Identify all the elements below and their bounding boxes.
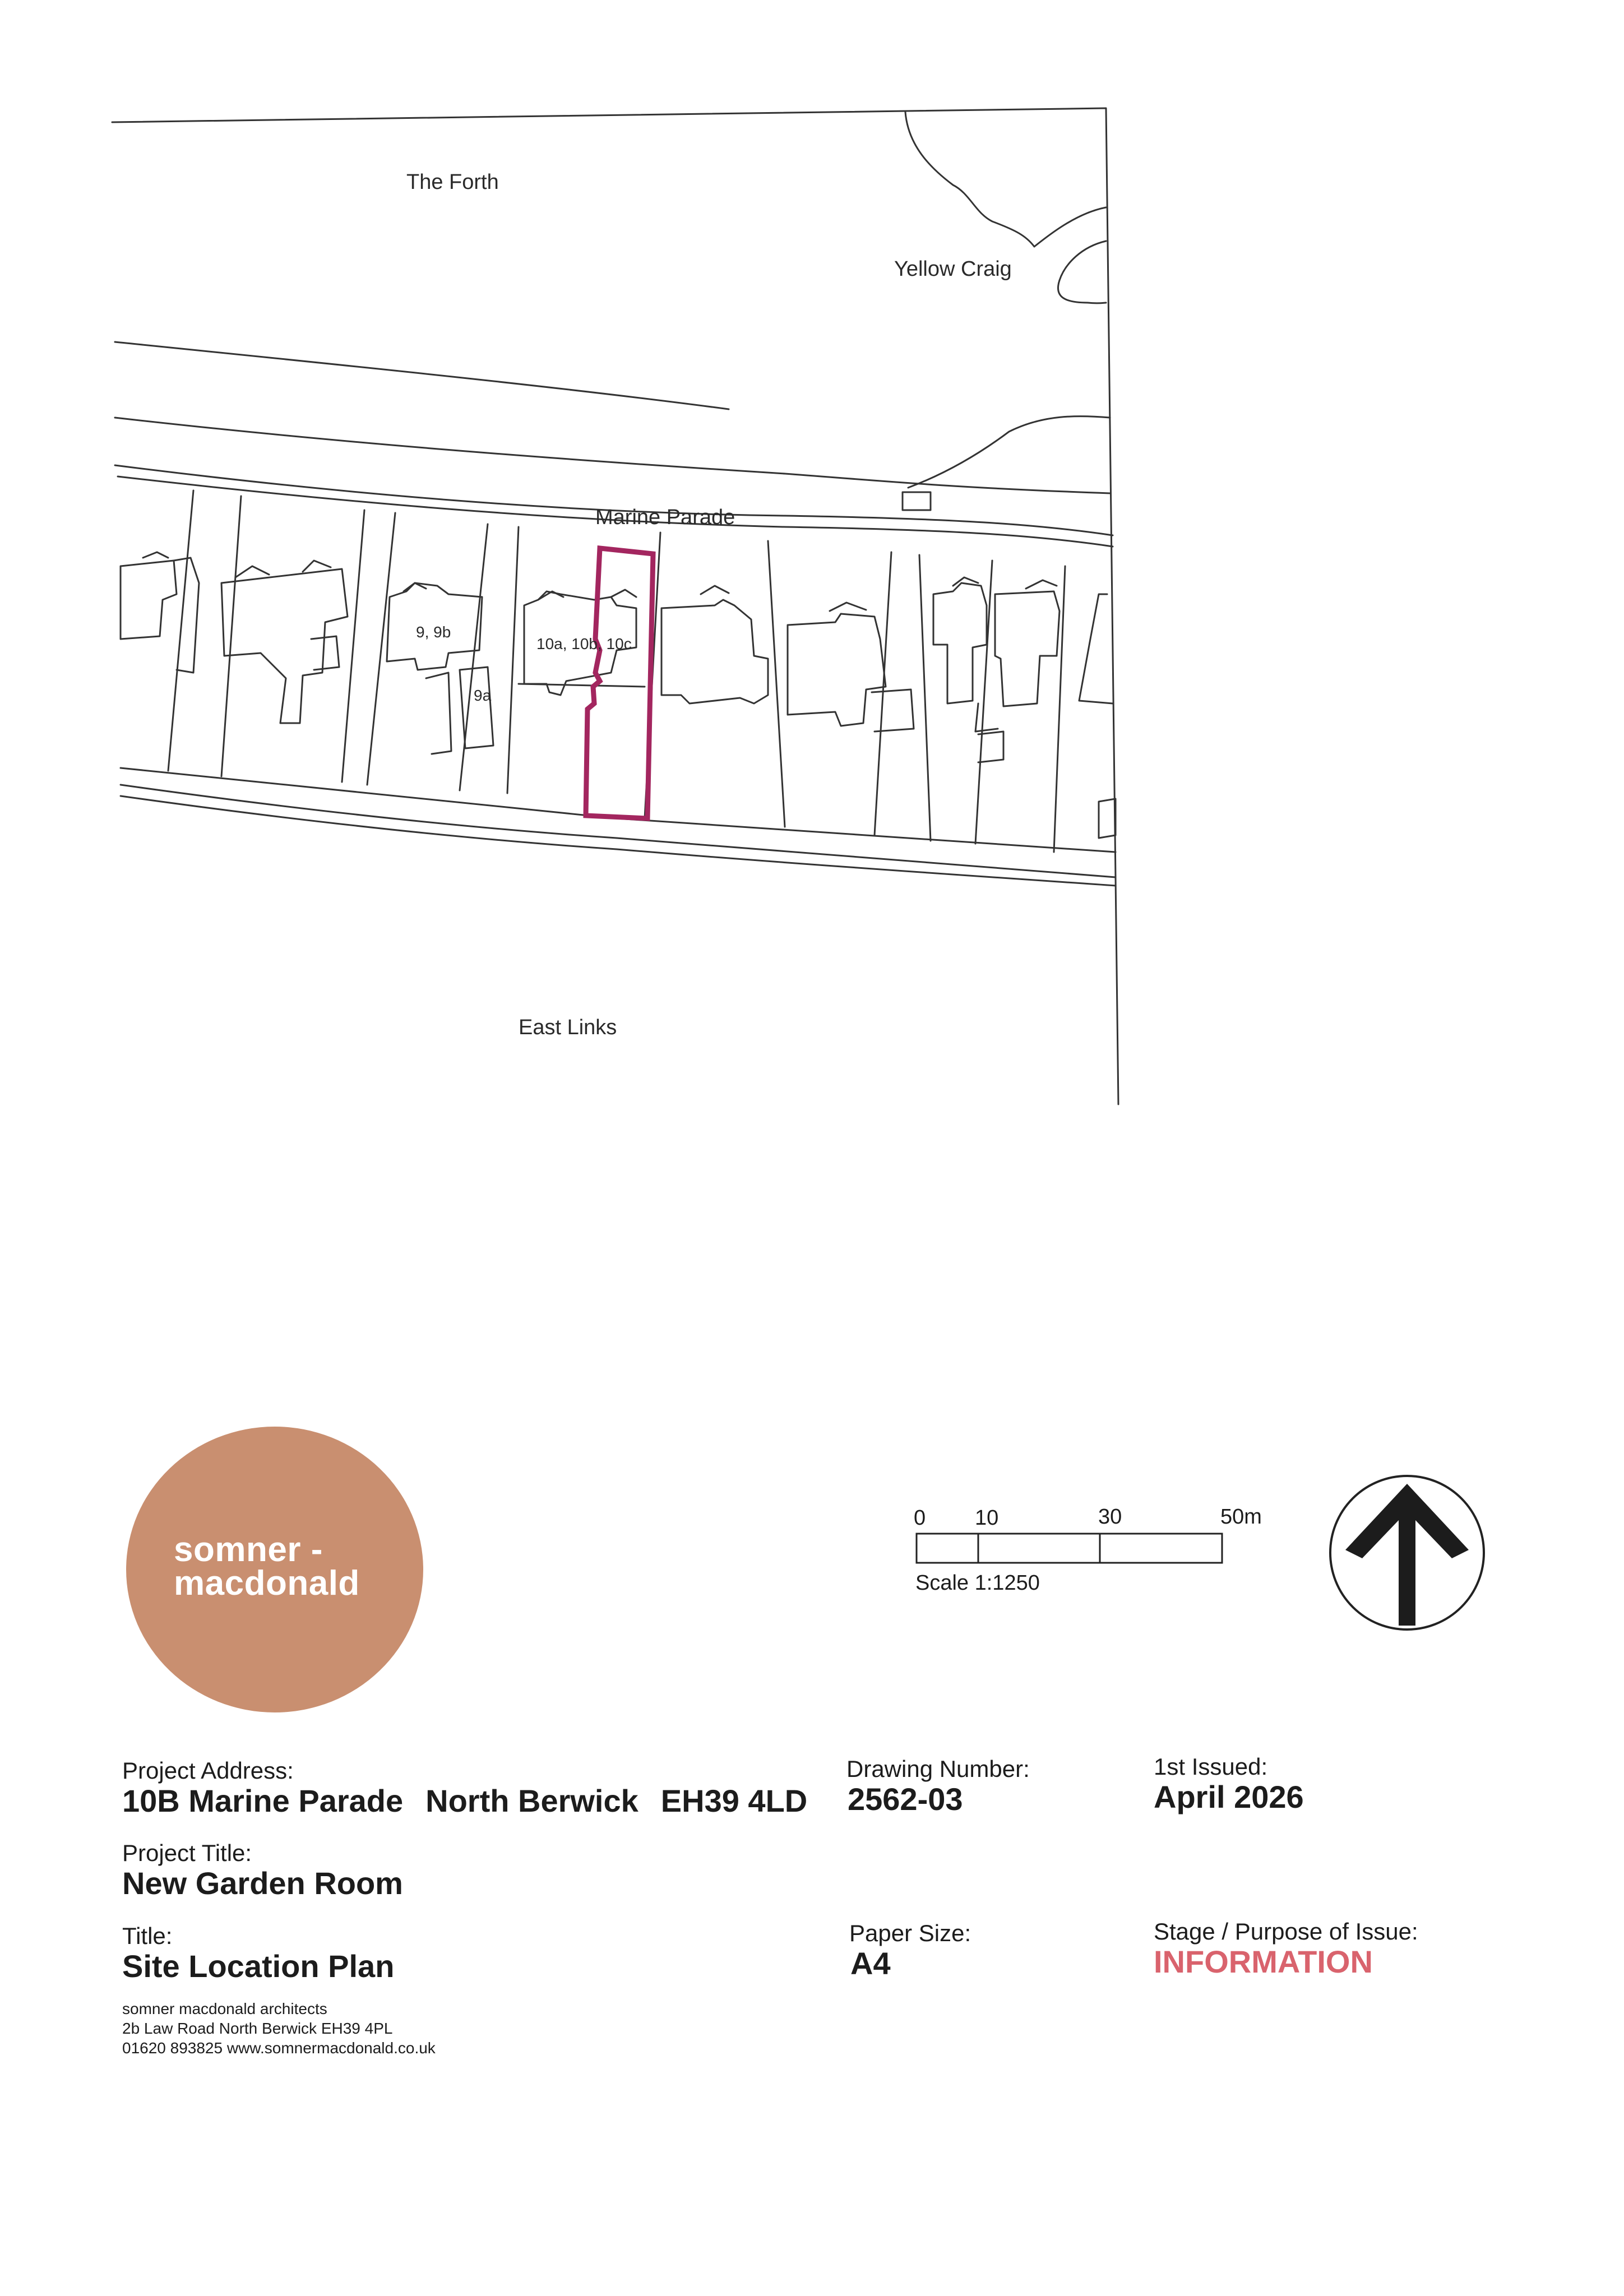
beach-line <box>115 342 729 409</box>
scale-tick-0: 0 <box>914 1506 926 1530</box>
map-label-plot-10: 10a, 10b, 10c <box>536 635 632 652</box>
scale-tick-30: 30 <box>1098 1505 1122 1529</box>
firm-address: 2b Law Road North Berwick EH39 4PL <box>122 2020 393 2037</box>
lane-north-edge <box>121 768 1116 852</box>
north-arrow-icon <box>1326 1471 1488 1634</box>
drawing-title-label: Title: <box>122 1923 173 1949</box>
drawing-number: 2562-03 <box>848 1781 963 1817</box>
first-issued-date: April 2026 <box>1154 1779 1304 1814</box>
lane-south-edge-2 <box>121 796 1116 886</box>
lane-south-edge <box>121 785 1116 877</box>
project-title: New Garden Room <box>122 1866 403 1901</box>
map-label-marine-parade: Marine Parade <box>595 506 735 529</box>
site-boundary <box>586 548 653 818</box>
map-label-yellow-craig: Yellow Craig <box>894 257 1012 281</box>
map-label-east-links: East Links <box>519 1016 617 1039</box>
shoreline <box>905 112 1106 247</box>
scale-bar <box>897 1497 1289 1603</box>
project-address-postcode: EH39 4LD <box>660 1783 808 1818</box>
firm-contact: 01620 893825 www.somnermacdonald.co.uk <box>122 2039 436 2057</box>
dune-line <box>908 416 1110 488</box>
stage-label: Stage / Purpose of Issue: <box>1154 1918 1418 1945</box>
project-address-town: North Berwick <box>425 1783 639 1818</box>
scale-caption: Scale 1:1250 <box>915 1571 1040 1595</box>
project-title-label: Project Title: <box>122 1840 252 1866</box>
company-logo <box>126 1427 423 1712</box>
paper-size-label: Paper Size: <box>849 1920 971 1946</box>
scale-tick-10: 10 <box>975 1506 999 1530</box>
drawing-title: Site Location Plan <box>122 1948 395 1984</box>
project-address-street: 10B Marine Parade <box>122 1783 404 1818</box>
paper-size: A4 <box>850 1946 891 1981</box>
logo-line-2: macdonald <box>174 1564 360 1603</box>
scale-tick-50m: 50m <box>1220 1505 1262 1529</box>
first-issued-label: 1st Issued: <box>1154 1753 1268 1780</box>
project-address-label: Project Address: <box>122 1757 294 1784</box>
stage-value: INFORMATION <box>1154 1944 1373 1979</box>
map-label-the-forth: The Forth <box>406 170 499 194</box>
drawing-number-label: Drawing Number: <box>846 1756 1030 1782</box>
rock-outline <box>1058 241 1106 303</box>
project-address <box>122 1783 807 1819</box>
map-label-plot-9: 9, 9b <box>416 623 451 641</box>
firm-name: somner macdonald architects <box>122 2000 327 2017</box>
logo-line-1: somner - <box>174 1530 323 1569</box>
map-label-plot-9a: 9a <box>474 687 492 704</box>
